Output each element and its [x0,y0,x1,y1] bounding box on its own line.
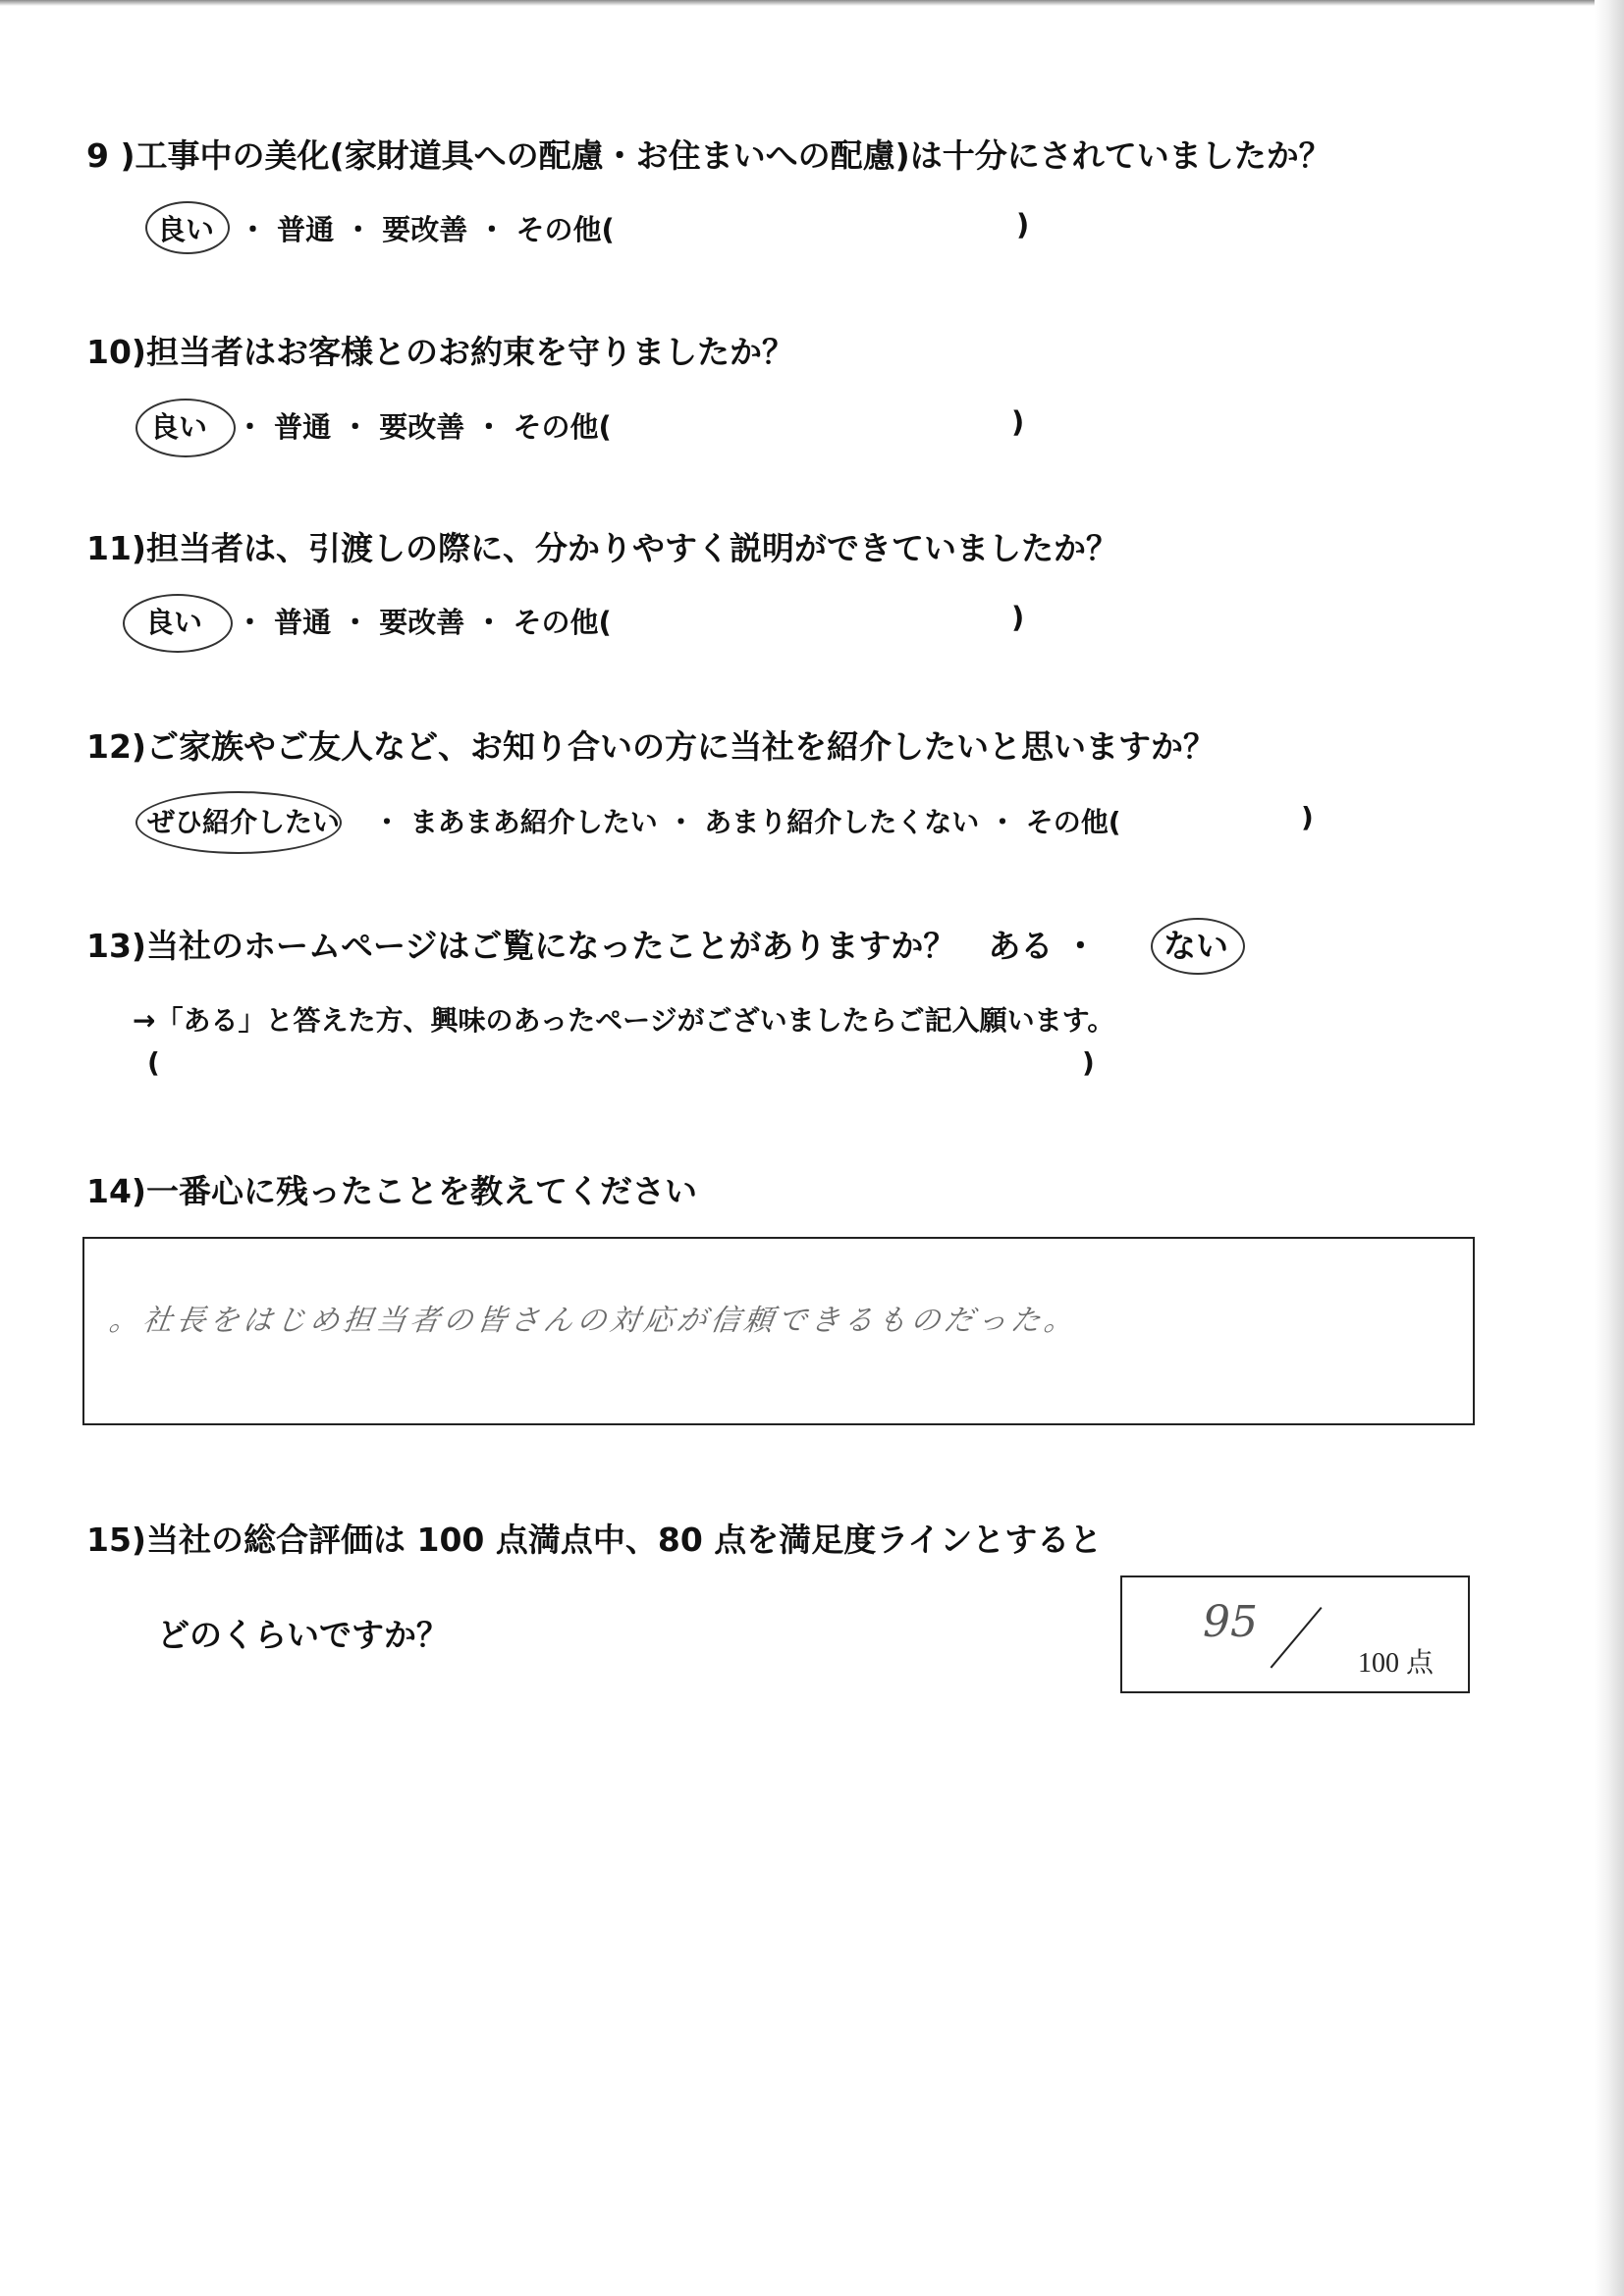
q11-option-good[interactable]: 良い [145,606,203,639]
q12-paren-close: ) [1301,801,1314,833]
question-15-line1: 15)当社の総合評価は 100 点満点中、80 点を満足度ラインとすると [86,1521,1103,1559]
scan-edge-top [0,0,1624,6]
question-13: 13)当社のホームページはご覧になったことがありますか？ ある ・ [86,927,1097,965]
q12-options-other: ・ まあまあ紹介したい ・ あまり紹介したくない ・ その他( [373,806,1121,838]
q13-paren-open: ( [147,1046,160,1079]
q9-options-other: ・ 普通 ・ 要改善 ・ その他( [239,213,615,246]
scan-edge-right [1595,0,1624,2296]
question-11: 11)担当者は、引渡しの際に、分かりやすく説明ができていましたか？ [86,529,1119,567]
q10-paren-close: ) [1011,405,1025,439]
q13-followup: →「ある」と答えた方、興味のあったページがございましたらご記入願います。 [133,1004,1115,1037]
q15-score-total: 100 点 [1358,1648,1435,1679]
question-12: 12)ご家族やご友人など、お知り合いの方に当社を紹介したいと思いますか？ [86,727,1217,766]
q9-option-good[interactable]: 良い [157,213,215,246]
question-10: 10)担当者はお客様とのお約束を守りましたか？ [86,333,795,371]
question-9: 9 )工事中の美化(家財道具への配慮・お住まいへの配慮)は十分にされていましたか？ [86,136,1331,175]
q15-score: 95 [1203,1597,1258,1647]
q13-option-no[interactable]: ない [1164,927,1228,965]
q14-handwritten-answer: 。社長をはじめ担当者の皆さんの対応が信頼できるものだった。 [107,1304,1080,1338]
q9-paren-close: ) [1016,208,1030,241]
q11-options-other: ・ 普通 ・ 要改善 ・ その他( [236,606,612,639]
q10-options-other: ・ 普通 ・ 要改善 ・ その他( [236,410,612,444]
q11-paren-close: ) [1011,601,1025,634]
question-15-line2: どのくらいですか？ [157,1616,449,1654]
q12-option-definitely[interactable]: ぜひ紹介したい [147,806,341,838]
q13-paren-close: ) [1082,1046,1095,1079]
q10-option-good[interactable]: 良い [150,410,208,444]
question-14: 14)一番心に残ったことを教えてください [86,1172,698,1210]
